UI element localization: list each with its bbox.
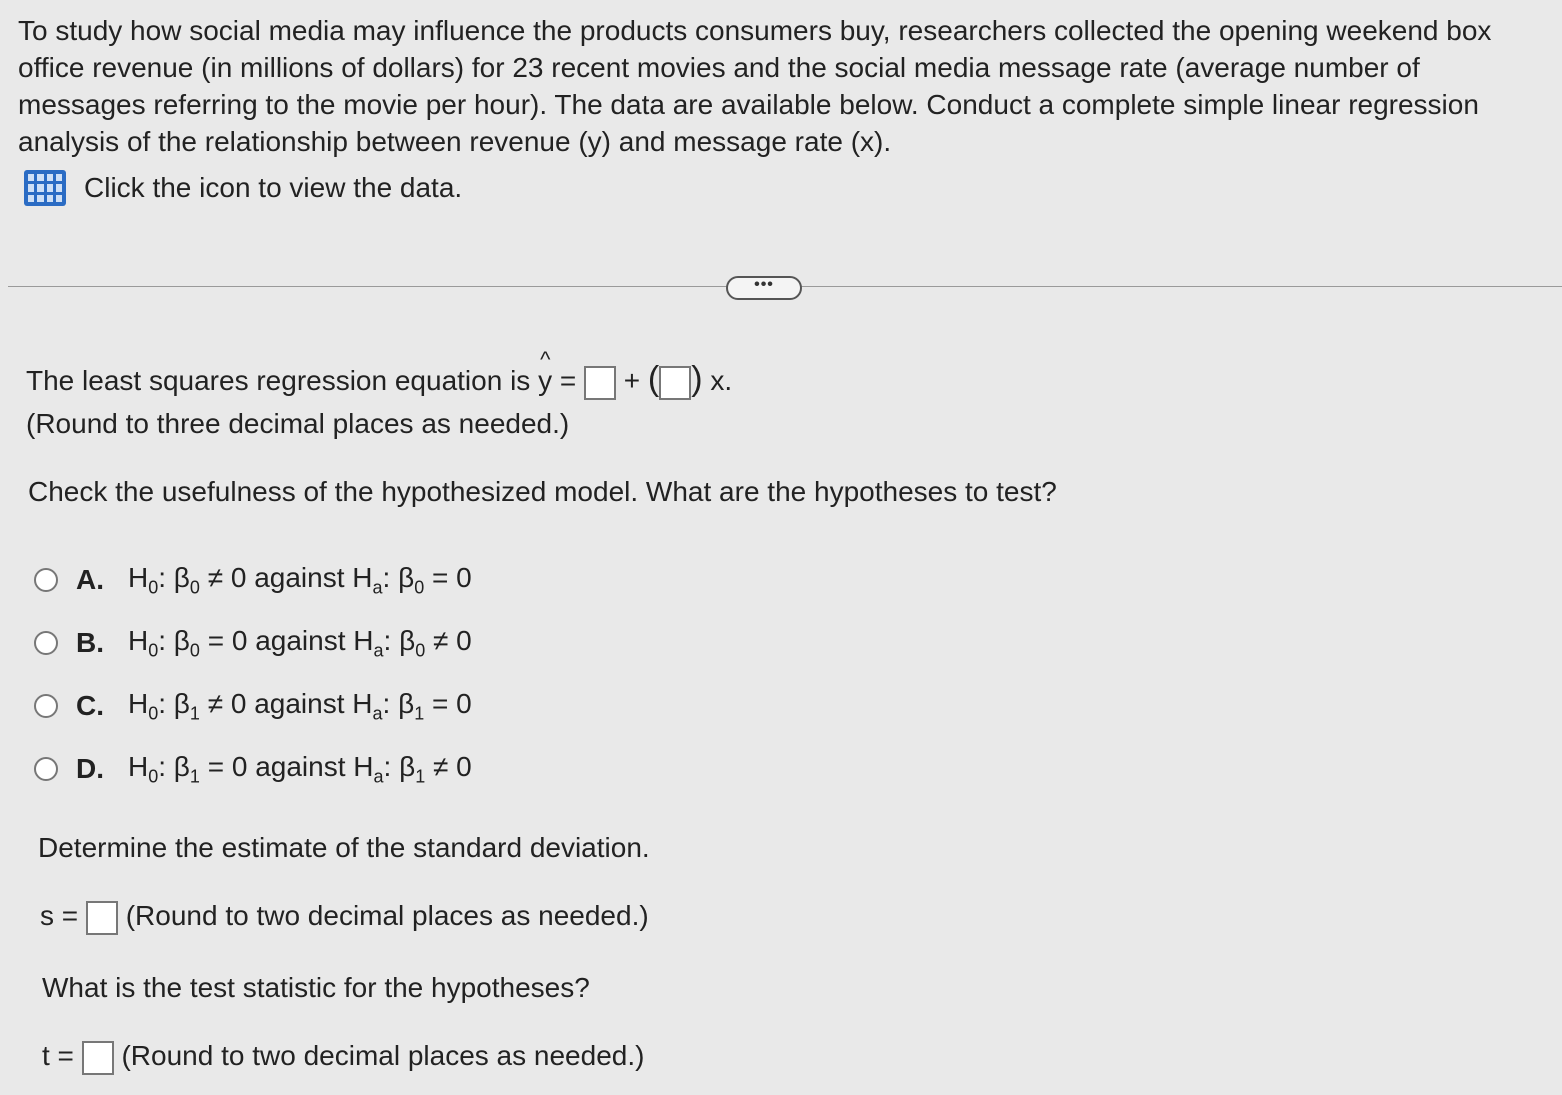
- option-b[interactable]: [34, 625, 472, 662]
- close-paren: ): [691, 360, 703, 398]
- option-d[interactable]: [34, 751, 472, 788]
- option-c-radio[interactable]: [34, 694, 58, 718]
- option-b-text: $H_0$: $\beta_0 = 0$ against $H_a$: $\beta_0 \ne 0$: [128, 625, 472, 661]
- option-a[interactable]: [34, 562, 472, 599]
- std-dev-answer-line: [40, 900, 649, 935]
- option-b-radio[interactable]: [34, 631, 58, 655]
- std-dev-note: (Round to two decimal places as needed.): [125, 900, 649, 931]
- equals-sign: =: [559, 365, 577, 396]
- test-stat-question: What is the test statistic for the hypotheses?: [42, 972, 590, 1003]
- option-c[interactable]: [34, 688, 472, 725]
- slope-input[interactable]: [659, 366, 691, 400]
- option-letter: C.: [76, 690, 104, 722]
- option-c-text: $H_0$: $\beta_1 \ne 0$ against $H_a$: $\beta_1 = 0$: [128, 688, 472, 724]
- std-dev-input[interactable]: [86, 901, 118, 935]
- option-letter: D.: [76, 753, 104, 785]
- option-a-radio[interactable]: [34, 568, 58, 592]
- test-stat-note: (Round to two decimal places as needed.): [121, 1040, 645, 1071]
- view-data-label[interactable]: Click the icon to view the data.: [84, 172, 463, 203]
- regression-round-note: (Round to three decimal places as needed.): [26, 408, 570, 439]
- option-a-text: $H_0$: $\beta_0 \ne 0$ against $H_a$: $\beta_0 = 0$: [128, 562, 472, 598]
- plus-sign: +: [623, 365, 641, 396]
- option-letter: B.: [76, 627, 104, 659]
- open-paren: (: [647, 360, 660, 398]
- data-table-icon[interactable]: [24, 170, 66, 206]
- test-stat-label: t =: [42, 1040, 74, 1071]
- option-d-text: $H_0$: $\beta_1 = 0$ against $H_a$: $\beta_1 \ne 0$: [128, 751, 472, 787]
- intercept-input[interactable]: [584, 366, 616, 400]
- test-stat-input[interactable]: [82, 1041, 114, 1075]
- test-stat-answer-line: [42, 1040, 644, 1075]
- more-options-button[interactable]: •••: [726, 276, 802, 300]
- std-dev-question: Determine the estimate of the standard deviation.: [38, 832, 650, 863]
- std-dev-label: s =: [40, 900, 79, 931]
- option-d-radio[interactable]: [34, 757, 58, 781]
- hypotheses-question: Check the usefulness of the hypothesized model. What are the hypotheses to test?: [28, 476, 1057, 507]
- view-data-link[interactable]: [24, 170, 462, 206]
- regression-lead: The least squares regression equation is: [26, 365, 531, 396]
- regression-equation-line: [26, 360, 732, 400]
- x-variable: x.: [710, 365, 733, 396]
- option-letter: A.: [76, 564, 104, 596]
- question-prompt: To study how social media may influence the products consumers buy, researchers collected the opening weekend box office revenue (in millions of dollars) for 23 recent movies and the social media message rate (average number of messages referring to the movie per hour). The data are available below. Conduct a complete simple linear regression analysis of the relationship between revenue (y) and message rate (x).: [18, 15, 1492, 157]
- y-hat-symbol: ^ y: [538, 365, 552, 397]
